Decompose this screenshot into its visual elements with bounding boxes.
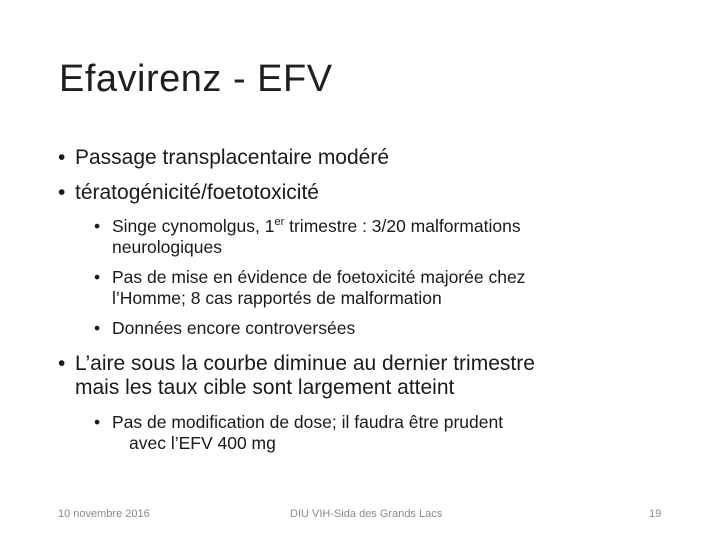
bullet-text: tératogénicité/foetotoxicité xyxy=(75,181,319,204)
bullet-dot-icon: • xyxy=(94,216,101,236)
superscript: er xyxy=(274,216,285,228)
bullet-dot-icon: • xyxy=(58,352,66,375)
sub-bullet-text: Données encore controversées xyxy=(112,318,356,338)
sub-bullet-item xyxy=(94,267,525,309)
sub-bullet-text: Singe cynomolgus, 1er trimestre : 3/20 malformations xyxy=(112,216,521,236)
sub-bullet-item xyxy=(94,216,521,258)
footer-date: 10 novembre 2016 xyxy=(58,508,150,520)
bullet-item xyxy=(58,146,389,170)
bullet-dot-icon: • xyxy=(58,146,66,169)
bullet-item xyxy=(58,181,319,205)
bullet-text: Passage transplacentaire modéré xyxy=(75,146,390,169)
sub-bullet-text-continuation: avec l’EFV 400 mg xyxy=(129,433,276,453)
sub-bullet-item xyxy=(94,412,503,454)
sub-bullet-text-continuation: neurologiques xyxy=(112,237,222,257)
footer-page-number: 19 xyxy=(649,508,662,520)
sub-bullet-item xyxy=(94,318,355,339)
sub-bullet-text: Pas de modification de dose; il faudra être prudent xyxy=(112,412,504,432)
bullet-dot-icon: • xyxy=(94,267,101,287)
bullet-text: L’aire sous la courbe diminue au dernier trimestre xyxy=(75,352,535,375)
bullet-item xyxy=(58,352,535,400)
bullet-dot-icon: • xyxy=(94,318,101,338)
bullet-dot-icon: • xyxy=(94,412,101,432)
bullet-dot-icon: • xyxy=(58,181,66,204)
sub-bullet-text: Pas de mise en évidence de foetoxicité majorée chez xyxy=(112,267,526,287)
slide-title: Efavirenz - EFV xyxy=(59,58,333,100)
footer-center-text: DIU VIH-Sida des Grands Lacs xyxy=(290,508,443,520)
bullet-text-continuation: mais les taux cible sont largement atteint xyxy=(75,376,455,399)
sub-bullet-text-continuation: l’Homme; 8 cas rapportés de malformation xyxy=(112,288,442,308)
